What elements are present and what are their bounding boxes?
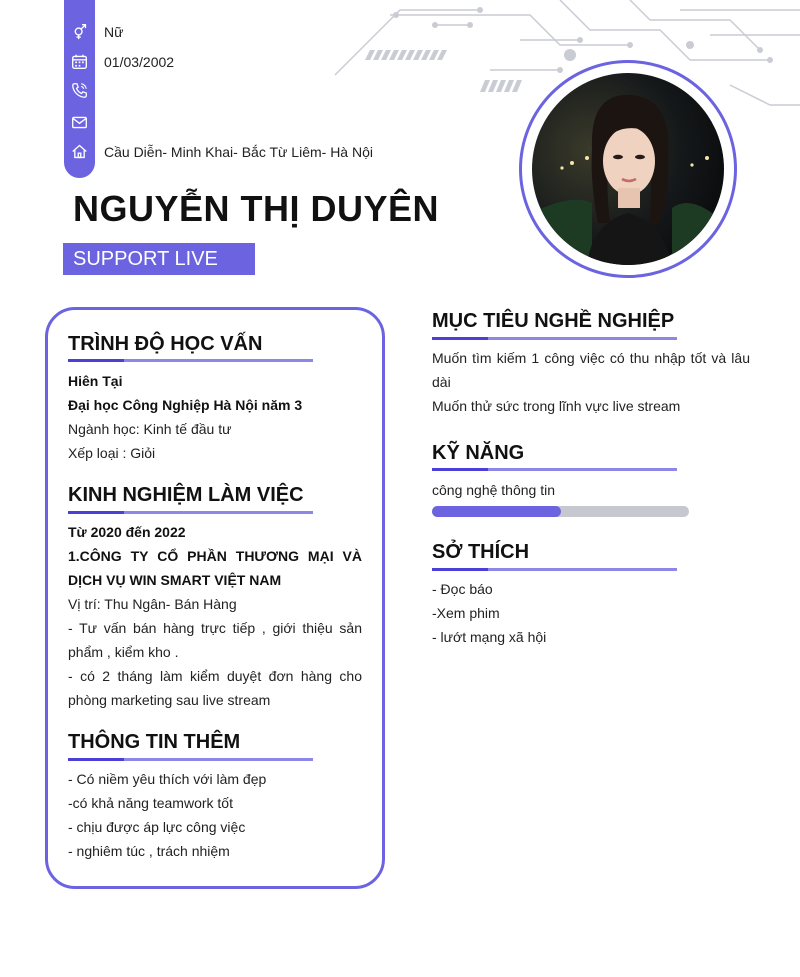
section-divider bbox=[432, 337, 677, 340]
section-divider bbox=[432, 568, 677, 571]
experience-period: Từ 2020 đến 2022 bbox=[68, 524, 186, 540]
gender-text: Nữ bbox=[104, 24, 124, 40]
experience-title: KINH NGHIỆM LÀM VIỆC bbox=[68, 484, 304, 506]
mail-icon bbox=[71, 114, 88, 131]
education-title: TRÌNH ĐỘ HỌC VẤN bbox=[68, 333, 263, 355]
education-rank: Xếp loại : Giỏi bbox=[68, 445, 156, 461]
extra-info-item: - chịu được áp lực công việc bbox=[68, 819, 246, 835]
dob-text: 01/03/2002 bbox=[104, 54, 175, 70]
objective-text: Muốn thử sức trong lĩnh vực live stream bbox=[432, 398, 681, 414]
extra-info-title: THÔNG TIN THÊM bbox=[68, 731, 241, 753]
experience-duty: - có 2 tháng làm kiểm duyệt đơn hàng cho phòng marketing sau live stream bbox=[68, 668, 362, 708]
section-divider bbox=[68, 359, 313, 362]
education-school: Đại học Công Nghiệp Hà Nội năm 3 bbox=[68, 397, 303, 413]
objective-text: Muốn tìm kiếm 1 công việc có thu nhập tốt và lâu dài bbox=[432, 350, 750, 390]
address-text: Cầu Diễn- Minh Khai- Bắc Từ Liêm- Hà Nội bbox=[104, 144, 373, 160]
objective-title: MỤC TIÊU NGHỀ NGHIỆP bbox=[432, 310, 675, 332]
home-icon bbox=[71, 143, 88, 160]
calendar-icon bbox=[71, 53, 88, 70]
hobby-item: - Đọc báo bbox=[432, 581, 493, 597]
skills-title: KỸ NĂNG bbox=[432, 442, 525, 464]
gender-icon bbox=[71, 23, 88, 40]
education-major: Ngành học: Kinh tế đầu tư bbox=[68, 421, 232, 437]
skill-name: công nghệ thông tin bbox=[432, 482, 555, 498]
experience-company: 1.CÔNG TY CỔ PHẦN THƯƠNG MẠI VÀ DỊCH VỤ WIN SMART VIỆT NAM bbox=[68, 548, 362, 588]
section-divider bbox=[68, 511, 313, 514]
section-divider bbox=[432, 468, 677, 471]
experience-position: Vị trí: Thu Ngân- Bán Hàng bbox=[68, 596, 237, 612]
experience-duty: - Tư vấn bán hàng trực tiếp , giới thiệu sản phẩm , kiểm kho . bbox=[68, 620, 362, 660]
education-status: Hiên Tại bbox=[68, 373, 123, 389]
extra-info-item: -có khả năng teamwork tốt bbox=[68, 795, 233, 811]
contact-icon-bar bbox=[64, 0, 95, 178]
phone-icon bbox=[71, 82, 88, 99]
section-divider bbox=[68, 758, 313, 761]
hobby-item: -Xem phim bbox=[432, 605, 500, 621]
candidate-name: NGUYỄN THỊ DUYÊN bbox=[73, 188, 440, 229]
extra-info-item: - nghiêm túc , trách nhiệm bbox=[68, 843, 230, 859]
profile-photo bbox=[532, 73, 724, 265]
role-badge: SUPPORT LIVE bbox=[63, 243, 255, 275]
extra-info-item: - Có niềm yêu thích với làm đẹp bbox=[68, 771, 267, 787]
hobbies-title: SỞ THÍCH bbox=[432, 541, 530, 563]
skill-level-bar bbox=[432, 506, 689, 517]
skill-level-fill bbox=[432, 506, 561, 517]
hobby-item: - lướt mạng xã hội bbox=[432, 629, 547, 645]
